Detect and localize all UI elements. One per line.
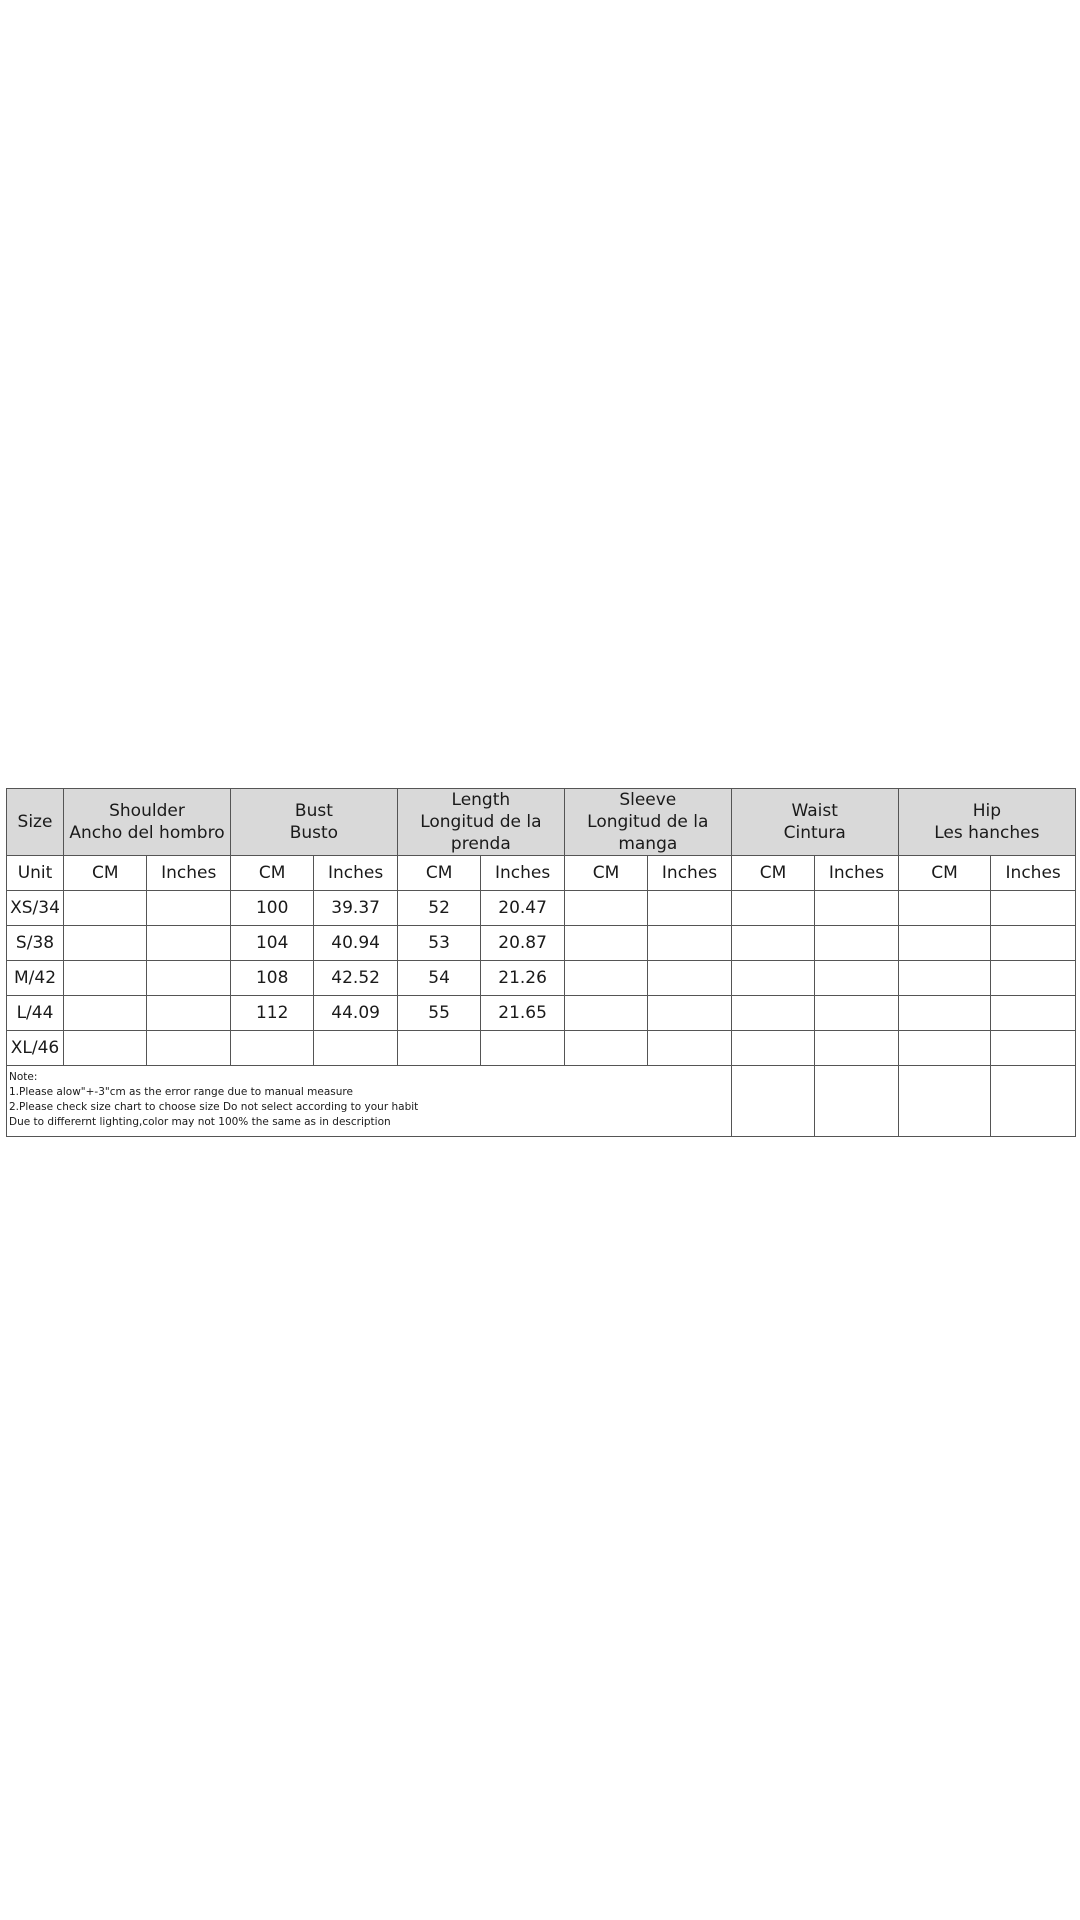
table-cell: 21.26 <box>481 961 564 996</box>
header-hip: Hip Les hanches <box>898 789 1075 856</box>
notes-cell <box>7 1066 732 1137</box>
table-row <box>7 926 1076 961</box>
table-cell <box>898 996 991 1031</box>
table-cell <box>564 996 647 1031</box>
table-cell <box>991 926 1076 961</box>
table-cell: 20.47 <box>481 891 564 926</box>
table-cell <box>731 996 814 1031</box>
table-cell <box>991 961 1076 996</box>
unit-cell: CM <box>898 856 991 891</box>
table-cell <box>898 1031 991 1066</box>
table-cell <box>64 1031 147 1066</box>
table-cell: 54 <box>397 961 480 996</box>
table-row <box>7 1031 1076 1066</box>
table-cell <box>648 961 731 996</box>
table-row <box>7 996 1076 1031</box>
table-cell: 20.87 <box>481 926 564 961</box>
table-cell <box>991 996 1076 1031</box>
note-row <box>7 1066 1076 1137</box>
size-label: M/42 <box>7 961 64 996</box>
unit-cell: CM <box>64 856 147 891</box>
unit-row <box>7 856 1076 891</box>
empty-cell <box>731 1066 814 1137</box>
table-cell <box>648 926 731 961</box>
table-cell <box>898 961 991 996</box>
header-bust: Bust Busto <box>230 789 397 856</box>
table-cell: 39.37 <box>314 891 397 926</box>
table-row <box>7 961 1076 996</box>
table-cell: 104 <box>230 926 313 961</box>
table-cell <box>815 996 898 1031</box>
header-size: Size <box>7 789 64 856</box>
note-title: Note: <box>9 1071 38 1083</box>
note-line: 2.Please check size chart to choose size Do not select according to your habit <box>9 1101 419 1113</box>
table-cell: 52 <box>397 891 480 926</box>
table-cell <box>397 1031 480 1066</box>
unit-cell: CM <box>731 856 814 891</box>
table-cell <box>564 1031 647 1066</box>
unit-cell: Inches <box>991 856 1076 891</box>
table-cell <box>731 961 814 996</box>
table-cell <box>648 996 731 1031</box>
size-label: L/44 <box>7 996 64 1031</box>
table-cell <box>147 891 230 926</box>
table-cell <box>815 926 898 961</box>
note-line: 1.Please alow"+-3"cm as the error range due to manual measure <box>9 1086 353 1098</box>
table-cell <box>64 926 147 961</box>
unit-cell: Inches <box>481 856 564 891</box>
table-cell <box>648 1031 731 1066</box>
table-cell: 55 <box>397 996 480 1031</box>
size-chart-table <box>6 788 1076 1137</box>
unit-cell: Inches <box>147 856 230 891</box>
table-cell: 100 <box>230 891 313 926</box>
table-cell <box>147 961 230 996</box>
table-cell <box>898 926 991 961</box>
table-cell <box>64 996 147 1031</box>
header-shoulder: Shoulder Ancho del hombro <box>64 789 231 856</box>
table-cell <box>314 1031 397 1066</box>
table-cell: 53 <box>397 926 480 961</box>
table-cell <box>991 1031 1076 1066</box>
size-label: XS/34 <box>7 891 64 926</box>
note-line: Due to differernt lighting,color may not 100% the same as in description <box>9 1116 391 1128</box>
table-cell: 108 <box>230 961 313 996</box>
table-cell <box>648 891 731 926</box>
header-sleeve: Sleeve Longitud de la manga <box>564 789 731 856</box>
table-cell <box>815 961 898 996</box>
table-cell <box>564 961 647 996</box>
table-cell: 42.52 <box>314 961 397 996</box>
table-cell: 21.65 <box>481 996 564 1031</box>
table-cell <box>147 996 230 1031</box>
unit-cell: CM <box>564 856 647 891</box>
table-cell <box>898 891 991 926</box>
size-rows <box>7 891 1076 1066</box>
unit-cell: Inches <box>648 856 731 891</box>
table-cell: 44.09 <box>314 996 397 1031</box>
table-cell <box>147 1031 230 1066</box>
table-cell <box>815 1031 898 1066</box>
empty-cell <box>991 1066 1076 1137</box>
table-row <box>7 891 1076 926</box>
table-cell <box>564 891 647 926</box>
table-cell <box>815 891 898 926</box>
table-cell <box>481 1031 564 1066</box>
table-cell <box>991 891 1076 926</box>
table-cell <box>731 1031 814 1066</box>
size-label: XL/46 <box>7 1031 64 1066</box>
table-cell: 40.94 <box>314 926 397 961</box>
table-cell <box>230 1031 313 1066</box>
unit-cell: CM <box>230 856 313 891</box>
table-cell <box>731 926 814 961</box>
table-cell <box>147 926 230 961</box>
table-cell <box>64 891 147 926</box>
empty-cell <box>898 1066 991 1137</box>
table-cell <box>731 891 814 926</box>
size-label: S/38 <box>7 926 64 961</box>
unit-label: Unit <box>7 856 64 891</box>
unit-cell: CM <box>397 856 480 891</box>
header-waist: Waist Cintura <box>731 789 898 856</box>
unit-cell: Inches <box>314 856 397 891</box>
empty-cell <box>815 1066 898 1137</box>
unit-cell: Inches <box>815 856 898 891</box>
header-length: Length Longitud de la prenda <box>397 789 564 856</box>
table-cell: 112 <box>230 996 313 1031</box>
header-row <box>7 789 1076 856</box>
table-cell <box>564 926 647 961</box>
table-cell <box>64 961 147 996</box>
